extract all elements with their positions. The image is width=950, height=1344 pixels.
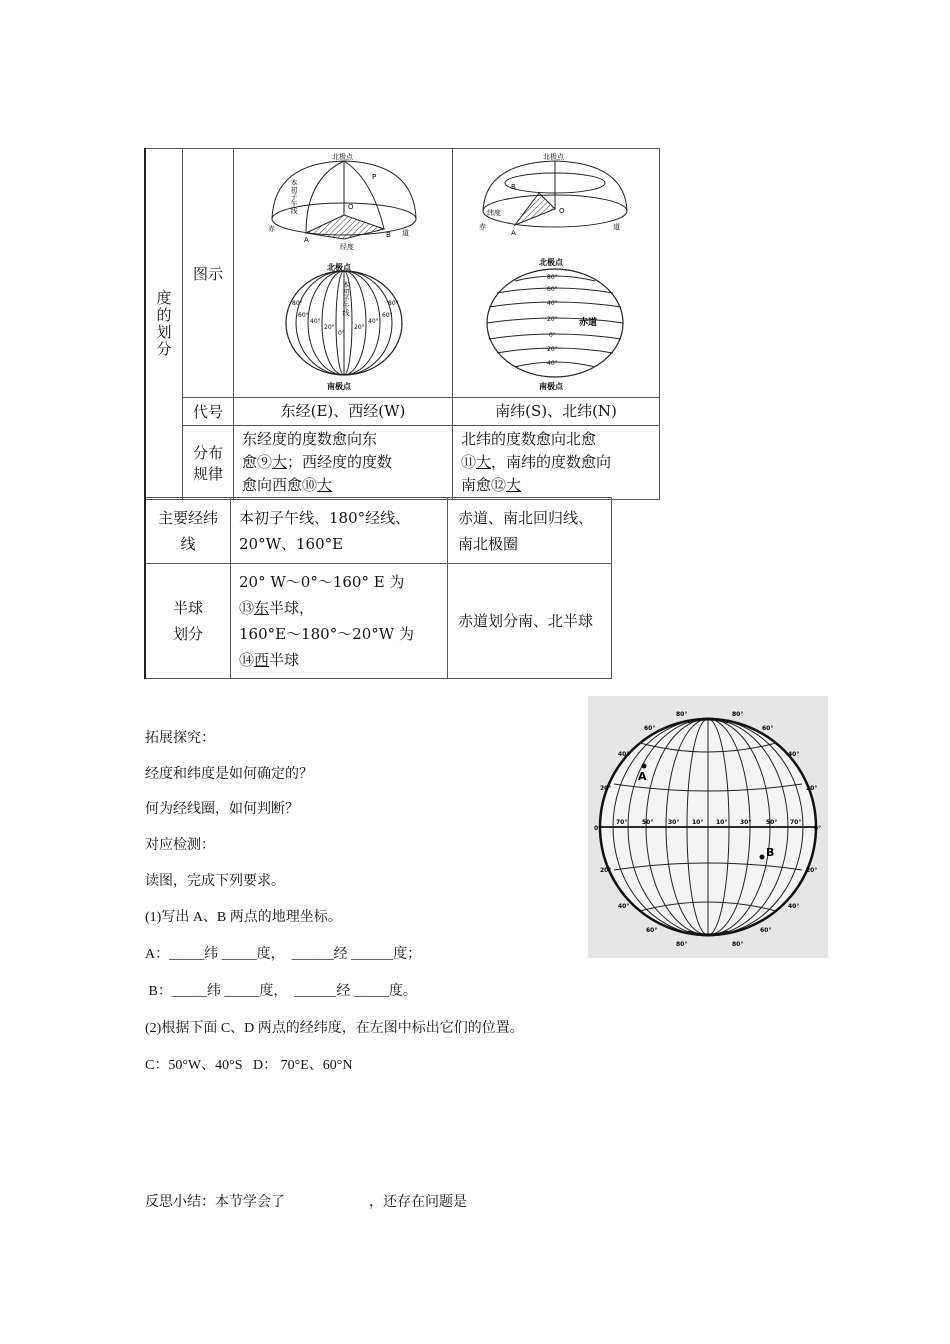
fig-lat-label: 80° (547, 274, 558, 281)
hemi-lon-line (239, 595, 439, 621)
globe-label: 80° (732, 711, 744, 718)
globe-figure (588, 696, 828, 958)
latitude-figures (453, 149, 660, 398)
globe-label: 40° (618, 751, 630, 758)
lat-rule-pre: ⑪ (461, 453, 477, 471)
fig-lat-a: A (511, 229, 516, 237)
fig-bottom-north: 北极点 (327, 263, 351, 272)
lat-rule-post: ，南纬的度数愈向 (491, 453, 612, 471)
row-header-degree (145, 149, 183, 500)
row-header-text: 度的划分 (156, 289, 172, 358)
globe-label: 70° (616, 819, 628, 826)
globe-label: 60° (644, 725, 656, 732)
cd-coordinates: C：50°W、40°S D： 70°E、60°N (145, 1058, 353, 1073)
question-2: 何为经线圈，如何判断？ (145, 802, 299, 817)
fig-lat-label: 40° (547, 300, 558, 307)
point-a-label: A (638, 770, 647, 783)
main-lines-label (145, 498, 231, 564)
fig-lat-bottom-south: 南极点 (539, 382, 563, 391)
longitude-diagram (234, 149, 452, 393)
test-title: 对应检测： (145, 838, 215, 853)
globe-label: 60° (760, 927, 772, 934)
globe-label: 70° (790, 819, 802, 826)
globe-label: 20° (600, 867, 612, 874)
code-label: 代号 (183, 398, 234, 426)
main-lines-longitude: 本初子午线、180°经线、20°W、160°E (231, 498, 448, 564)
fig-meridian-label: 本初子午线 (290, 179, 298, 214)
main-lines-label-text: 主要经纬线 (157, 508, 218, 553)
answer-a-line: A：_____纬 _____度， ______经 ______度； (145, 947, 422, 962)
point-b-marker (760, 855, 765, 860)
fig-bottom-south: 南极点 (327, 382, 351, 391)
hemi-post: 半球 (269, 651, 300, 669)
fig-lat-label: 20° (547, 346, 558, 353)
globe-label: 50° (642, 819, 654, 826)
hemi-pre: ⑬ (239, 599, 255, 617)
hemi-lon-line (239, 647, 439, 673)
lon-rule-line (242, 474, 444, 497)
question-1: 经度和纬度是如何确定的？ (145, 767, 313, 782)
fig-lat-bottom-north: 北极点 (539, 258, 563, 267)
image-label: 图示 (183, 149, 234, 398)
lat-rule-answer: 大 (506, 476, 522, 494)
fig-lat-label: 40° (547, 360, 558, 367)
globe-label: 50° (766, 819, 778, 826)
latitude-rule (453, 426, 660, 500)
fig-bottom-label: 40° (368, 318, 379, 325)
globe-label: 60° (646, 927, 658, 934)
hemisphere-label (145, 564, 231, 679)
fig-lat-north: 北极点 (543, 153, 564, 161)
hemi-pre: ⑭ (239, 651, 255, 669)
globe-label: 40° (788, 751, 800, 758)
answer-b-line: B：_____纬 _____度， ______经 _____度。 (145, 984, 417, 999)
instruction: 读图，完成下列要求。 (145, 874, 285, 889)
fig-p-label: P (372, 173, 377, 181)
fig-lat-red: 赤 (479, 223, 486, 231)
fig-lat-o: O (559, 207, 565, 215)
rule-label (183, 426, 234, 500)
globe-label: 30° (668, 819, 680, 826)
lon-rule-line (242, 451, 444, 474)
lat-rule-answer: 大 (476, 453, 492, 471)
hemi-answer: 东 (254, 599, 270, 617)
globe-label: 80° (676, 711, 688, 718)
fig-lat-road: 道 (613, 223, 620, 231)
lon-rule-line: 东经度的度数愈向东 (242, 430, 378, 448)
fig-bottom-label: 20° (324, 324, 335, 331)
fig-lat-b: B (511, 183, 516, 191)
fig-b-label: B (386, 231, 391, 239)
lon-rule-pre: 愈向西愈⑩ (242, 476, 318, 494)
hemi-post: 半球， (269, 599, 315, 617)
lat-rule-line (461, 474, 651, 497)
lon-rule-answer: 大 (272, 453, 288, 471)
expand-title: 拓展探究： (145, 731, 215, 746)
fig-bottom-label: 20° (354, 324, 365, 331)
fig-bottom-label: 80° (292, 300, 303, 307)
longitude-rule (234, 426, 453, 500)
hemi-answer: 西 (254, 651, 270, 669)
globe-label: 40° (618, 903, 630, 910)
fig-bottom-label: 60° (382, 312, 393, 319)
lon-rule-post: ；西经度的度数 (287, 453, 393, 471)
lon-rule-pre: 愈⑨ (242, 453, 273, 471)
lat-rule-line: 北纬的度数愈向北愈 (461, 430, 597, 448)
globe-label: 80° (676, 941, 688, 948)
lon-rule-answer: 大 (317, 476, 333, 494)
globe-label: 60° (762, 725, 774, 732)
fig-degree-label: 经度 (340, 243, 354, 251)
task-2: (2)根据下面 C、D 两点的经纬度，在左图中标出它们的位置。 (145, 1021, 524, 1036)
fig-lat-equator: 赤道 (579, 318, 598, 328)
globe-label: 0° (594, 825, 602, 832)
hemisphere-label-text: 半球划分 (172, 599, 203, 643)
lat-rule-pre: 南愈⑫ (461, 476, 507, 494)
fig-bottom-label: 80° (388, 300, 399, 307)
latitude-diagram (453, 149, 659, 393)
fig-a-label: A (304, 236, 309, 244)
fig-bottom-label: 40° (310, 318, 321, 325)
globe-label: 10° (716, 819, 728, 826)
fig-north-label: 北极点 (332, 153, 353, 161)
coordinate-table (144, 148, 660, 500)
fig-lat-label: 60° (547, 286, 558, 293)
reflection-summary: 反思小结：本节学会了 ，还存在问题是 (145, 1195, 467, 1210)
longitude-figures (234, 149, 453, 398)
hemi-lon-line: 160°E～180°～20°W 为 (239, 625, 414, 643)
fig-lat-weidu: 纬度 (487, 209, 501, 217)
task-1: (1)写出 A、B 两点的地理坐标。 (145, 910, 342, 925)
longitude-code: 东经(E)、西经(W) (234, 398, 453, 426)
fig-o-label: O (348, 203, 354, 211)
point-b-label: B (766, 846, 775, 859)
globe-label: 40° (788, 903, 800, 910)
globe-label: 80° (732, 941, 744, 948)
hemi-lon-line: 20° W～0°～160° E 为 (239, 573, 405, 591)
globe-label: 20° (806, 785, 818, 792)
latitude-code: 南纬(S)、北纬(N) (453, 398, 660, 426)
globe-label: 10° (692, 819, 704, 826)
point-a-marker (642, 764, 647, 769)
fig-bottom-label: 60° (298, 312, 309, 319)
fig-bottom-label: 0° (338, 330, 345, 337)
rule-label-text: 分布规律 (192, 443, 223, 483)
hemisphere-latitude: 赤道划分南、北半球 (448, 564, 612, 679)
fig-lat-label: 0° (549, 332, 556, 339)
globe-label: 20° (600, 785, 612, 792)
fig-red-label: 赤 (268, 225, 275, 233)
fig-lat-label: 20° (547, 316, 558, 323)
fig-bottom-center: 本初子午线 (342, 281, 350, 316)
globe-label: 30° (740, 819, 752, 826)
fig-road-label: 道 (402, 229, 409, 237)
globe-label: 0° (814, 825, 822, 832)
hemisphere-longitude (231, 564, 448, 679)
globe-label: 20° (806, 867, 818, 874)
lat-rule-line (461, 451, 651, 474)
hemisphere-table (144, 497, 612, 679)
main-lines-latitude: 赤道、南北回归线、南北极圈 (448, 498, 612, 564)
